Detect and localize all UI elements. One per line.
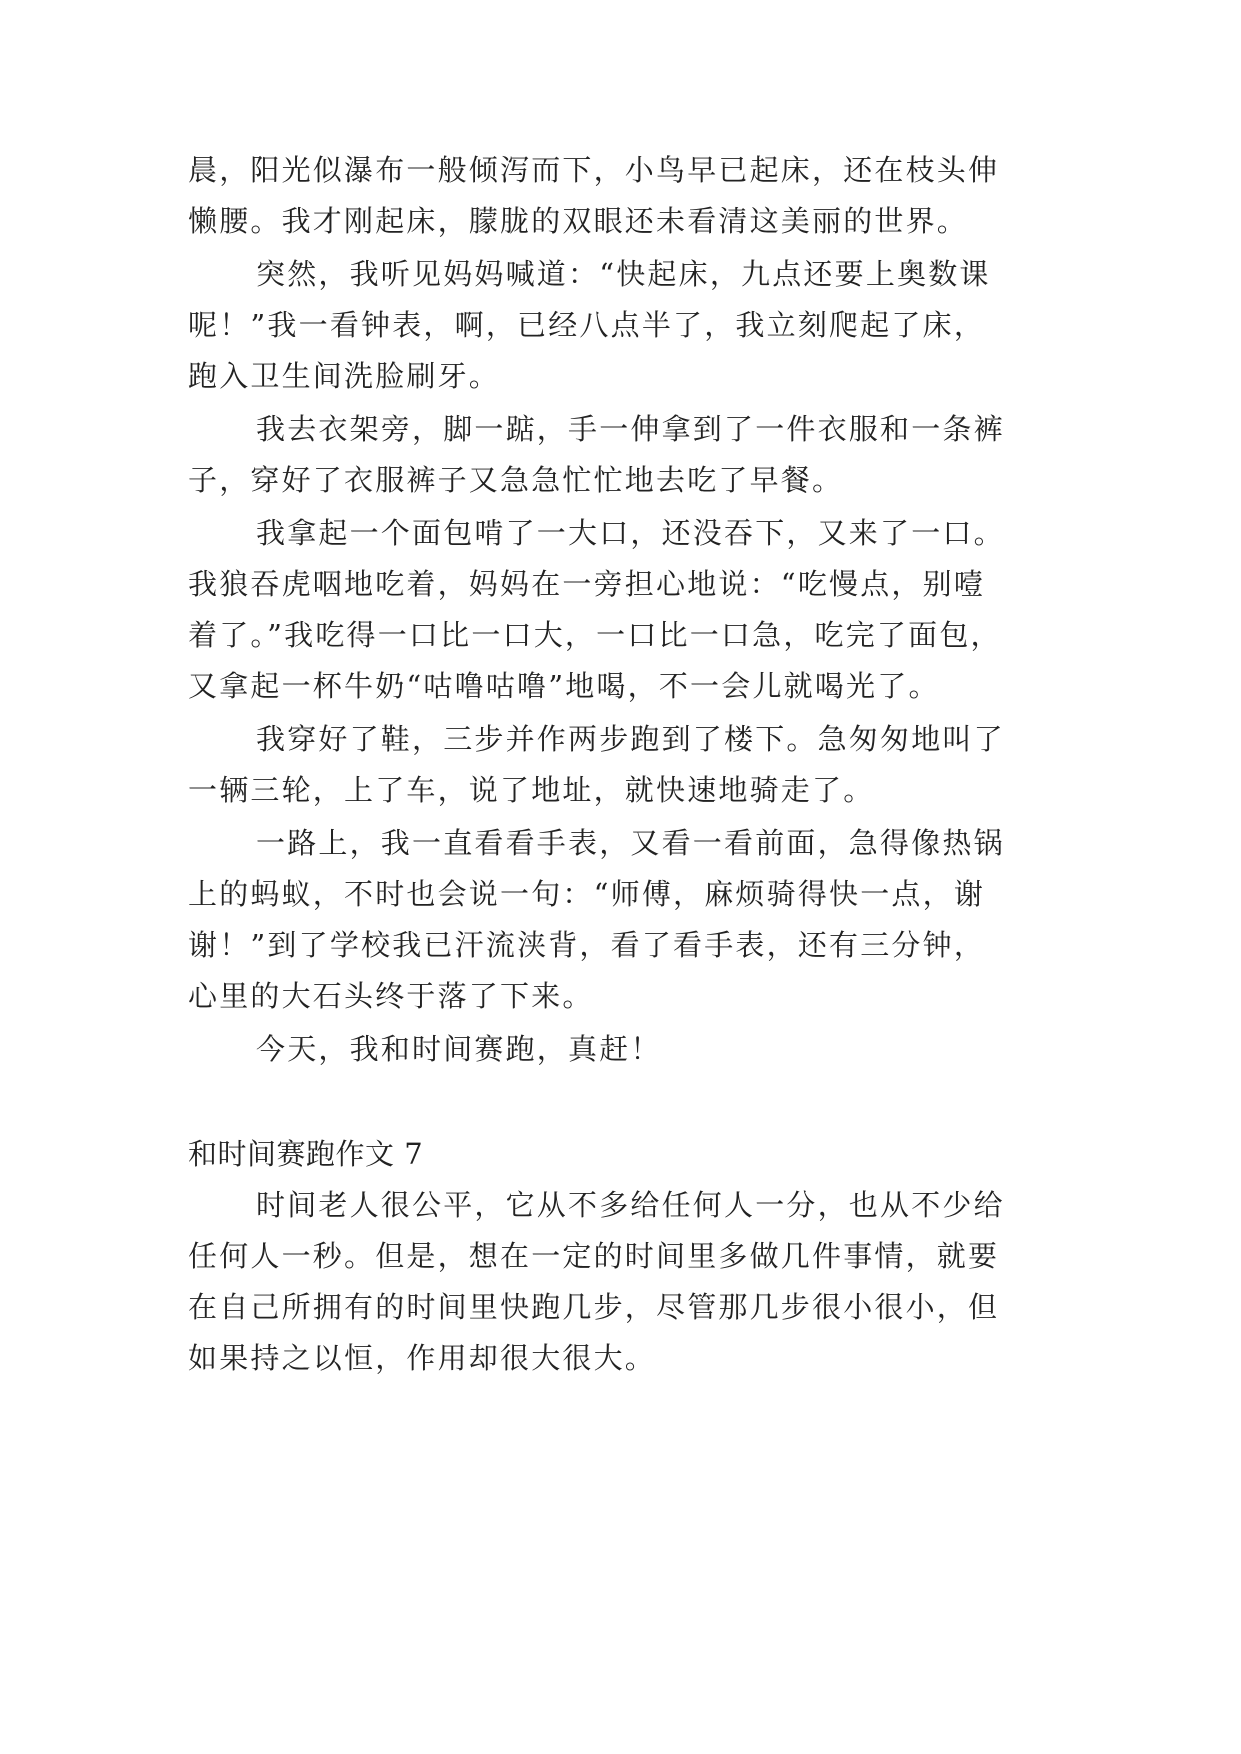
paragraph-line: 如果持之以恒，作用却很大很大。	[188, 1341, 657, 1375]
section-heading: 和时间赛跑作文 7	[188, 1137, 424, 1171]
paragraph-line: 又拿起一杯牛奶“咕噜咕噜”地喝，不一会儿就喝光了。	[188, 669, 940, 703]
paragraph-line: 着了。”我吃得一口比一口大，一口比一口急，吃完了面包，	[188, 618, 1002, 652]
paragraph-line: 子，穿好了衣服裤子又急急忙忙地去吃了早餐。	[188, 463, 844, 497]
paragraph-line: 晨，阳光似瀑布一般倾泻而下，小鸟早已起床，还在枝头伸	[188, 153, 1000, 187]
paragraph-line: 心里的大石头终于落了下来。	[188, 979, 594, 1013]
paragraph-line: 呢！”我一看钟表，啊，已经八点半了，我立刻爬起了床，	[188, 308, 986, 342]
paragraph-line: 谢！”到了学校我已汗流浃背，看了看手表，还有三分钟，	[188, 928, 986, 962]
paragraph-line: 我拿起一个面包啃了一大口，还没吞下，又来了一口。	[256, 516, 1005, 550]
paragraph-line: 在自己所拥有的时间里快跑几步，尽管那几步很小很小，但	[188, 1290, 1000, 1324]
paragraph-line: 一路上，我一直看看手表，又看一看前面，急得像热锅	[256, 826, 1005, 860]
paragraph-line: 我狼吞虎咽地吃着，妈妈在一旁担心地说：“吃慢点，别噎	[188, 567, 986, 601]
paragraph-line: 突然，我听见妈妈喊道：“快起床，九点还要上奥数课	[256, 257, 991, 291]
paragraph-line: 我去衣架旁，脚一踮，手一伸拿到了一件衣服和一条裤	[256, 412, 1005, 446]
paragraph-line: 一辆三轮，上了车，说了地址，就快速地骑走了。	[188, 773, 875, 807]
paragraph-line: 我穿好了鞋，三步并作两步跑到了楼下。急匆匆地叫了	[256, 722, 1005, 756]
paragraph-line: 时间老人很公平，它从不多给任何人一分，也从不少给	[256, 1188, 1005, 1222]
paragraph-line: 跑入卫生间洗脸刷牙。	[188, 359, 501, 393]
paragraph-line: 今天，我和时间赛跑，真赶！	[256, 1032, 662, 1066]
paragraph-line: 上的蚂蚁，不时也会说一句：“师傅，麻烦骑得快一点，谢	[188, 877, 986, 911]
paragraph-line: 懒腰。我才刚起床，朦胧的双眼还未看清这美丽的世界。	[188, 204, 969, 238]
paragraph-line: 任何人一秒。但是，想在一定的时间里多做几件事情，就要	[188, 1239, 1000, 1273]
